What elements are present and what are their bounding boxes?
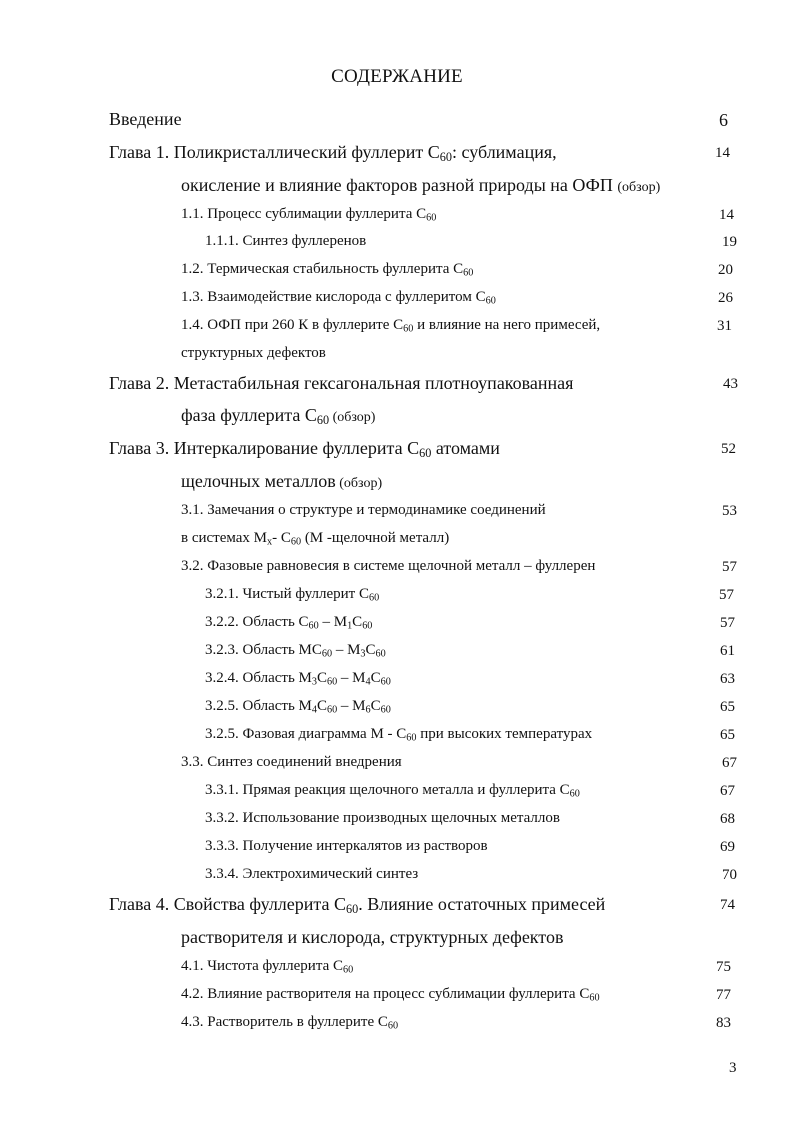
toc-entry-text-cont: и влияние на него примесей, — [413, 317, 601, 333]
toc-page-number: 26 — [718, 290, 733, 306]
toc-entry-1-1[interactable] — [181, 207, 436, 222]
toc-entry-text: 3.3.2. Использование производных щелочных металлов — [205, 810, 560, 826]
toc-entry-text: 1.1. Процесс сублимации фуллерита C — [181, 206, 427, 222]
toc-page-number: 67 — [720, 783, 735, 799]
toc-entry-3-3-1[interactable] — [205, 783, 580, 798]
toc-entry-text-cont: – M — [318, 614, 348, 630]
toc-entry-chapter-4-cont — [181, 928, 563, 946]
subscript: 60 — [439, 150, 452, 165]
toc-entry-text-cont: C — [365, 642, 376, 658]
toc-page-number: 57 — [722, 559, 737, 575]
subscript: 60 — [569, 788, 580, 800]
toc-entry-text: 3.2.5. Область M — [205, 698, 312, 714]
toc-entry-3-2-5b[interactable] — [205, 727, 592, 742]
toc-entry-3-2[interactable] — [181, 559, 595, 574]
toc-entry-text-cont: атомами — [431, 438, 500, 458]
toc-entry-3-2-3[interactable] — [205, 643, 386, 658]
toc-page-number: 14 — [719, 207, 734, 223]
toc-entry-text: структурных дефектов — [181, 345, 326, 361]
toc-entry-text-cont: C — [370, 670, 381, 686]
toc-entry-text: 1.3. Взаимодействие кислорода с фуллеритом C — [181, 289, 486, 305]
subscript: 60 — [308, 620, 319, 632]
toc-entry-note: (обзор) — [617, 180, 661, 195]
toc-page-number: 6 — [719, 110, 728, 130]
toc-page-number: 83 — [716, 1015, 731, 1031]
toc-entry-text: Глава 4. Свойства фуллерита C — [109, 894, 346, 914]
subscript: 60 — [426, 212, 437, 224]
subscript: 60 — [346, 902, 359, 917]
toc-page-number: 67 — [722, 755, 737, 771]
subscript: 60 — [375, 648, 386, 660]
toc-entry-text: 1.4. ОФП при 260 К в фуллерите C — [181, 317, 404, 333]
toc-page-number: 31 — [717, 318, 732, 334]
toc-entry-text: Глава 1. Поликристаллический фуллерит C — [109, 142, 440, 162]
page-title: СОДЕРЖАНИЕ — [331, 66, 463, 87]
toc-entry-text: 3.2. Фазовые равновесия в системе щелочной металл – фуллерен — [181, 558, 596, 574]
toc-page-number: 63 — [720, 671, 735, 687]
toc-entry-text: 3.2.1. Чистый фуллерит C — [205, 586, 369, 602]
subscript: 60 — [485, 295, 496, 307]
toc-entry-text: 4.1. Чистота фуллерита C — [181, 958, 343, 974]
toc-entry-text: 1.2. Термическая стабильность фуллерита C — [181, 261, 464, 277]
toc-entry-text: Введение — [109, 109, 182, 129]
toc-page-number: 65 — [720, 727, 735, 743]
subscript: 60 — [342, 964, 354, 976]
toc-page-number: 77 — [716, 987, 731, 1003]
toc-page-number: 74 — [720, 897, 735, 913]
toc-entry-note: (обзор) — [335, 476, 383, 491]
subscript: 60 — [387, 1020, 399, 1032]
subscript: 60 — [362, 620, 373, 632]
subscript: 60 — [589, 992, 600, 1004]
toc-entry-text: 4.3. Растворитель в фуллерите C — [181, 1014, 388, 1030]
toc-entry-chapter-1-cont — [181, 176, 660, 195]
toc-entry-note: (обзор) — [329, 410, 376, 425]
toc-entry-text: 3.3.4. Электрохимический синтез — [205, 866, 419, 882]
toc-entry-3-1[interactable] — [181, 503, 546, 518]
subscript: 60 — [369, 592, 380, 604]
toc-entry-text: 3.3.3. Получение интеркалятов из растворов — [205, 838, 488, 854]
toc-entry-3-2-5a[interactable] — [205, 699, 391, 714]
toc-page-number: 43 — [723, 376, 738, 392]
subscript: 60 — [380, 676, 391, 688]
subscript: 4 — [311, 704, 317, 716]
toc-entry-3-2-1[interactable] — [205, 587, 379, 602]
toc-entry-text-cont: C — [316, 698, 327, 714]
toc-entry-text: 3.2.4. Область M — [205, 670, 312, 686]
toc-page-number: 75 — [716, 959, 731, 975]
subscript: 60 — [326, 704, 338, 716]
toc-entry-text-cont: – M — [332, 642, 361, 658]
toc-entry-3-1-cont — [181, 531, 449, 546]
subscript: 60 — [380, 704, 391, 716]
toc-entry-text: фаза фуллерита C — [181, 405, 317, 425]
toc-entry-text-cont: C — [370, 698, 381, 714]
toc-entry-text-cont: - C — [272, 530, 291, 546]
toc-entry-chapter-2-cont — [181, 405, 376, 428]
toc-entry-text-cont: при высоких температурах — [416, 726, 593, 742]
subscript: 60 — [316, 413, 330, 428]
toc-entry-chapter-4[interactable] — [109, 894, 606, 917]
toc-entry-chapter-1[interactable] — [109, 142, 557, 165]
toc-entry-text-cont: C — [316, 670, 327, 686]
toc-entry-text-cont: : сублимация, — [451, 142, 557, 162]
subscript: 60 — [403, 323, 414, 335]
toc-page-number: 20 — [718, 262, 733, 278]
subscript: 60 — [290, 536, 302, 548]
toc-entry-text: 3.3. Синтез соединений внедрения — [181, 754, 402, 770]
toc-entry-text: 3.2.2. Область C — [205, 614, 309, 630]
subscript: x — [267, 536, 273, 548]
toc-entry-text: 3.2.3. Область MC — [205, 642, 322, 658]
toc-entry-text-cont: C — [352, 614, 363, 630]
toc-page-number: 57 — [719, 587, 734, 603]
toc-page-number: 19 — [722, 234, 737, 250]
toc-entry-text: в системах M — [181, 530, 268, 546]
toc-page-number: 53 — [722, 503, 737, 519]
toc-entry-4-2[interactable] — [181, 987, 600, 1002]
toc-entry-text-cont: – M — [337, 670, 366, 686]
toc-entry-text: 3.1. Замечания о структуре и термодинамике соединений — [181, 502, 546, 518]
toc-entry-text-cont: . Влияние остаточных примесей — [358, 894, 606, 914]
subscript: 60 — [463, 267, 474, 279]
toc-page-number: 65 — [720, 699, 735, 715]
toc-entry-3-3[interactable] — [181, 755, 402, 770]
toc-entry-text: 4.2. Влияние растворителя на процесс сублимации фуллерита C — [181, 986, 590, 1002]
toc-page-number: 69 — [720, 839, 735, 855]
toc-page-number: 57 — [720, 615, 735, 631]
toc-entry-text-cont: – M — [337, 698, 366, 714]
toc-entry-text: Глава 2. Метастабильная гексагональная плотноупакованная — [109, 373, 574, 393]
subscript: 60 — [321, 648, 333, 660]
toc-entry-chapter-3[interactable] — [109, 438, 500, 461]
toc-entry-introduction[interactable] — [109, 110, 182, 128]
toc-entry-text: 1.1.1. Синтез фуллеренов — [205, 233, 367, 249]
toc-entry-text: Глава 3. Интеркалирование фуллерита C — [109, 438, 420, 458]
toc-entry-1-4-cont — [181, 346, 326, 361]
subscript: 4 — [365, 676, 371, 688]
toc-entry-text: 3.3.1. Прямая реакция щелочного металла и фуллерита C — [205, 782, 570, 798]
page-number: 3 — [729, 1060, 737, 1076]
toc-entry-1-3[interactable] — [181, 290, 496, 305]
toc-entry-3-3-2[interactable] — [205, 811, 560, 826]
toc-entry-4-3[interactable] — [181, 1015, 398, 1030]
subscript: 6 — [365, 704, 371, 716]
toc-entry-1-2[interactable] — [181, 262, 473, 277]
subscript: 60 — [326, 676, 338, 688]
toc-entry-4-1[interactable] — [181, 959, 353, 974]
toc-page-number: 14 — [715, 145, 730, 161]
toc-entry-text: растворителя и кислорода, структурных дефектов — [181, 927, 564, 947]
toc-entry-1-1-1[interactable] — [205, 234, 366, 249]
toc-entry-chapter-3-cont — [181, 472, 382, 491]
toc-entry-text: 3.2.5. Фазовая диаграмма M - C — [205, 726, 407, 742]
toc-entry-text-cont: (М -щелочной металл) — [301, 530, 450, 546]
toc-entry-3-2-2[interactable] — [205, 615, 372, 630]
toc-entry-3-3-3[interactable] — [205, 839, 488, 854]
toc-entry-1-4[interactable] — [181, 318, 600, 333]
subscript: 3 — [360, 648, 366, 660]
toc-page-number: 61 — [720, 643, 735, 659]
subscript: 60 — [419, 446, 432, 461]
toc-entry-3-2-4[interactable] — [205, 671, 391, 686]
toc-entry-3-3-4[interactable] — [205, 867, 418, 882]
toc-entry-text: щелочных металлов — [181, 471, 336, 491]
subscript: 1 — [347, 620, 353, 632]
toc-entry-text: окисление и влияние факторов разной природы на ОФП — [181, 175, 613, 195]
toc-entry-chapter-2[interactable] — [109, 374, 573, 392]
toc-page-number: 70 — [722, 867, 737, 883]
subscript: 3 — [311, 676, 317, 688]
subscript: 60 — [406, 732, 417, 744]
toc-page-number: 68 — [720, 811, 735, 827]
toc-page-number: 52 — [721, 441, 736, 457]
